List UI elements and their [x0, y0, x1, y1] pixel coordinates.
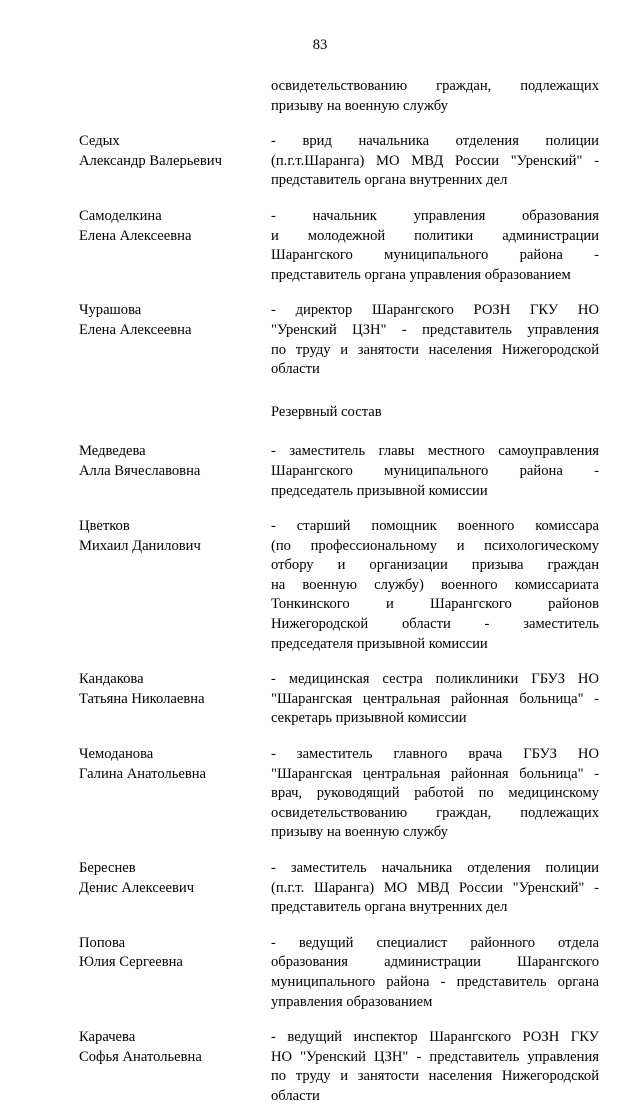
member-given-names: Елена Алексеевна	[79, 321, 192, 338]
member-surname: Береснев	[79, 860, 136, 876]
page-number: 83	[312, 37, 328, 53]
member-given-names: Михаил Данилович	[79, 537, 201, 554]
member-name	[79, 207, 271, 285]
member-name	[79, 934, 271, 1012]
member-entry	[79, 442, 599, 501]
member-entry	[79, 859, 599, 918]
member-surname: Седых	[79, 133, 120, 150]
member-role: - заместитель начальника отделения полиции (п.г.т. Шаранга) МО МВД России "Уренский" - представитель органа внутренних дел	[271, 860, 599, 916]
member-entry	[79, 670, 599, 729]
member-given-names: Галина Анатольевна	[79, 765, 207, 782]
member-role: - заместитель главы местного самоуправления Шарангского муниципального района - председатель призывной комиссии	[271, 443, 599, 499]
member-name	[79, 301, 271, 379]
member-name	[79, 132, 271, 191]
member-entry	[79, 207, 599, 285]
member-role: - ведущий специалист районного отдела образования администрации Шарангского муниципального района - представитель органа управления образованием	[271, 934, 599, 1010]
member-given-names: Софья Анатольевна	[79, 1048, 202, 1065]
section-title-reserve: Резервный состав	[271, 403, 382, 420]
member-surname: Попова	[79, 934, 126, 951]
member-role: - начальник управления образования и молодежной политики администрации Шарангского муниципального района - представитель органа управления образованием	[271, 207, 599, 283]
member-role: - врид начальника отделения полиции (п.г.т.Шаранга) МО МВД России "Уренский" - представитель органа внутренних дел	[271, 133, 599, 189]
continuation-entry	[79, 77, 599, 116]
member-surname: Самоделкина	[79, 207, 162, 224]
member-given-names: Алла Вячеславовна	[79, 462, 201, 479]
member-name	[79, 517, 271, 654]
member-entry	[79, 745, 599, 843]
member-given-names: Александр Валерьевич	[79, 152, 222, 169]
member-role: - ведущий инспектор Шарангского РОЗН ГКУ НО "Уренский ЦЗН" - представитель управления по труду и занятости населения Нижегородской области	[271, 1029, 599, 1104]
member-name	[79, 442, 271, 501]
member-surname: Чурашова	[79, 302, 142, 319]
continuation-text: освидетельствованию граждан, подлежащих призыву на военную службу	[271, 78, 599, 114]
member-surname: Медведева	[79, 443, 146, 460]
member-given-names: Денис Алексеевич	[79, 879, 195, 896]
member-name	[79, 859, 271, 918]
member-name	[79, 670, 271, 729]
member-role: - заместитель главного врача ГБУЗ НО "Шарангская центральная районная больница" - врач, руководящий работой по медицинскому освидетельствованию граждан, подлежащих призыву на военную службу	[271, 746, 599, 841]
member-given-names: Татьяна Николаевна	[79, 690, 205, 707]
member-surname: Чемоданова	[79, 746, 154, 763]
member-given-names: Елена Алексеевна	[79, 227, 192, 244]
member-entry	[79, 1028, 599, 1106]
member-surname: Кандакова	[79, 671, 144, 688]
member-entry	[79, 301, 599, 379]
member-role: - старший помощник военного комиссара (по профессиональному и психологическому отбору и организации призыва граждан на военную службу) военного комиссариата Тонкинского и Шарангского районов Нижегородской области - заместитель председателя призывной комиссии	[271, 518, 599, 652]
commission-document	[79, 77, 599, 1107]
member-surname: Карачева	[79, 1029, 136, 1046]
member-given-names: Юлия Сергеевна	[79, 954, 183, 971]
member-entry	[79, 934, 599, 1012]
member-name	[79, 745, 271, 843]
member-role: - директор Шарангского РОЗН ГКУ НО "Уренский ЦЗН" - представитель управления по труду и занятости населения Нижегородской области	[271, 302, 599, 378]
member-role: - медицинская сестра поликлиники ГБУЗ НО "Шарангская центральная районная больница" - секретарь призывной комиссии	[271, 671, 599, 727]
member-name	[79, 1028, 271, 1106]
member-surname: Цветков	[79, 518, 130, 535]
member-entry	[79, 517, 599, 654]
member-entry	[79, 132, 599, 191]
